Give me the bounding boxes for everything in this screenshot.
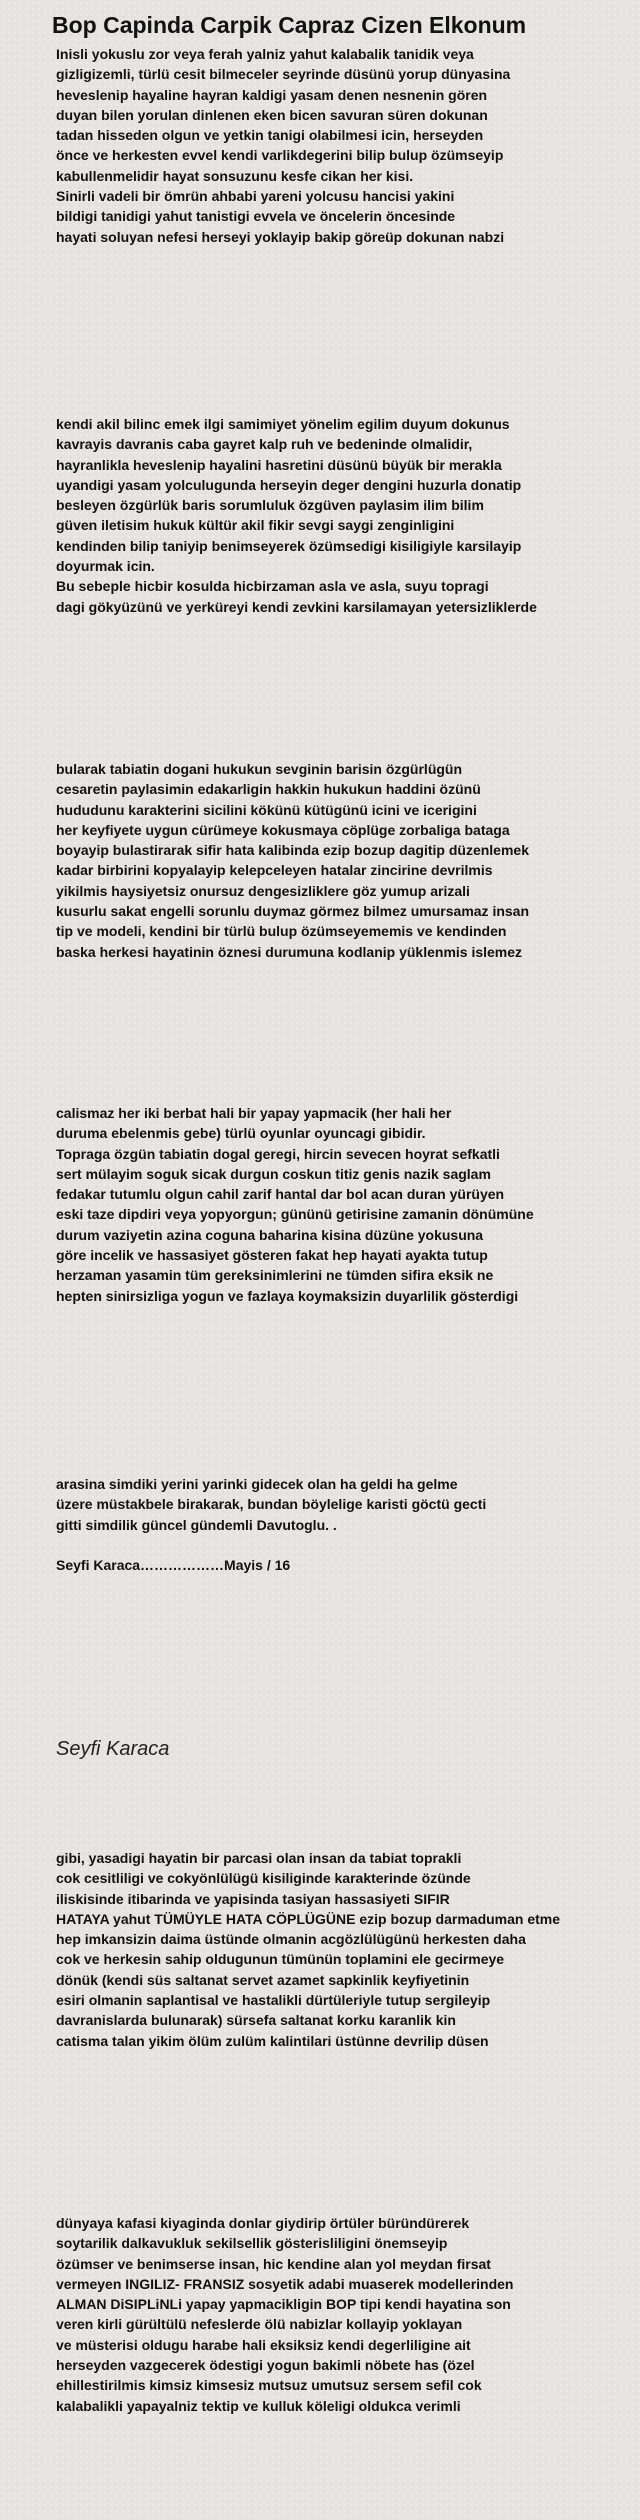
text-line: vermeyen INGILIZ- FRANSIZ sosyetik adabi muaserek modellerinden [56,2275,514,2292]
text-line: veren kirli gürültülü nefeslerde ölü nabizlar kollayip yoklayan [56,2316,463,2333]
text-line: herzaman yasamin tüm gereksinimlerini ne tümden sifira eksik ne [56,1267,494,1284]
text-line: kusurlu sakat engelli sorunlu duymaz görmez bilmez umursamaz insan [56,903,530,920]
paragraph-4 [56,1103,640,1306]
article-title: Bop Capinda Carpik Capraz Cizen Elkonum [52,12,527,38]
text-line: özümser ve benimserse insan, hic kendine alan yol meydan firsat [56,2255,491,2272]
text-line: gibi, yasadigi hayatin bir parcasi olan insan da tabiat toprakli [56,1850,462,1866]
text-line: yikilmis haysiyetsiz onursuz dengesizliklere göz yumup arizali [56,882,470,899]
text-line: cesaretin paylasimin edakarligin hakkin hukukun haddini özünü [56,781,481,798]
text-line: cok ve herkesin sahip oldugunun tümünün toplamini ele gecirmeye [56,1951,505,1968]
text-line: heveslenip hayaline hayran kaldigi yasam denen nesnenin gören [56,86,488,103]
text-line: dagi gökyüzünü ve yerküreyi kendi zevkini karsilamayan yetersizliklerde [56,598,537,615]
text-line: soytarilik dalkavukluk sekilsellik gösterisliligini önemseyip [56,2235,448,2252]
text-line: kadar birbirini kopyalayip kelepceleyen hatalar zincirine devrilmis [56,862,493,879]
text-line: Sinirli vadeli bir ömrün ahbabi yareni yolcusu hancisi yakini [56,188,455,205]
text-line: kendi akil bilinc emek ilgi samimiyet yönelim egilim duyum dokunus [56,416,510,432]
paragraph-3 [56,759,640,962]
text-line: bildigi tanidigi yahut tanistigi evvela ve öncelerin öncesinde [56,208,456,225]
text-line: hududunu karakterini sicilini kökünü kütügünü icini ve icerigini [56,801,477,818]
text-line: HATAYA yahut TÜMÜYLE HATA CÖPLÜGÜNE ezip bozup darmaduman etme [56,1910,561,1927]
text-line: herseyden vazgecerek ödestigi yogun bakimli nöbete has (özel [56,2357,475,2374]
text-line: gizligizemli, türlü cesit bilmeceler seyrinde düsünü yorup dünyasina [56,66,511,83]
paragraph-5 [56,1474,640,1575]
text-line: kendinden bilip taniyip benimseyerek özümsedigi kisiligiyle karsilayip [56,537,522,554]
text-line: bularak tabiatin dogani hukukun sevginin barisin özgürlügün [56,761,463,777]
text-line: eski taze dipdiri veya yopyorgun; gününü getirisine zamanin dönümüne [56,1206,534,1223]
text-line: besleyen özgürlük baris sorumluluk özgüven paylasim ilim bilim [56,497,484,514]
author-date-line: Seyfi Karaca………………Mayis / 16 [56,1557,291,1574]
text-line: kavrayis davranis caba gayret kalp ruh ve bedeninde olmalidir, [56,436,473,453]
paragraph-7 [56,2213,640,2416]
text-line: ehillestirilmis kimsiz kimsesiz mutsuz umutsuz sersem sefil cok [56,2377,482,2394]
text-line: hep imkansizin daima üstünde olmanin acgözlülügünü herkesten daha [56,1931,526,1948]
text-line: catisma talan yikim ölüm zulüm kalintilari üstünne devrilip düsen [56,2032,489,2049]
text-line: calismaz her iki berbat hali bir yapay yapmacik (her hali her [56,1105,452,1121]
text-line: durum vaziyetin azina coguna baharina kisina düzüne yokusuna [56,1226,484,1243]
text-line: tip ve modeli, kendini bir türlü bulup özümseyememis ve kendinden [56,923,507,940]
text-line: davranislarda bulunarak) sürsefa saltanat korku karanlik kin [56,2012,456,2029]
text-line: boyayip bulastirarak sifir hata kalibinda ezip bozup dagitip düzenlemek [56,842,529,859]
text-line [56,1535,640,1555]
text-line: üzere müstakbele birakarak, bundan böylelige karisti göctü gecti [56,1496,487,1513]
text-line: uyandigi yasam yolculugunda herseyin deger dengini huzurla donatip [56,476,522,493]
text-line: önce ve herkesten evvel kendi varlikdegerini bilip bulup özümseyip [56,147,504,164]
text-line: göre incelik ve hassasiyet gösteren fakat hep hayati ayakta tutup [56,1247,488,1264]
text-line: Topraga özgün tabiatin dogal geregi, hircin sevecen hoyrat sefkatli [56,1145,500,1162]
text-line: dönük (kendi süs saltanat servet azamet sapkinlik keyfiyetinin [56,1971,470,1988]
text-line: sert mülayim soguk sicak durgun coskun titiz genis nazik saglam [56,1165,491,1182]
text-line: duruma ebelenmis gebe) türlü oyunlar oyuncagi gibidir. [56,1125,426,1142]
text-line: hayati soluyan nefesi herseyi yoklayip bakip göreüp dokunan nabzi [56,228,505,245]
text-line: her keyfiyete uygun cürümeye kokusmaya cöplüge zorbaliga bataga [56,821,510,838]
text-line: Inisli yokuslu zor veya ferah yalniz yahut kalabalik tanidik veya [56,46,474,62]
text-line: esiri olmanin saplantisal ve hastalikli dürtüleriyle tutup sergileyip [56,1992,491,2009]
paragraph-6 [56,1848,640,2051]
text-line: iliskisinde itibarinda ve yapisinda tasiyan hassasiyeti SIFIR [56,1890,450,1907]
paragraph-1 [56,44,640,247]
text-line: duyan bilen yorulan dinlenen eken bicen savuran süren dokunan [56,106,488,123]
text-line: kabullenmelidir hayat sonsuzunu kesfe cikan her kisi. [56,167,414,184]
text-line: güven iletisim hukuk kültür akil fikir sevgi saygi zenginligini [56,517,455,534]
text-line: cok cesitliligi ve cokyönlülügü kisiliginde karakterinde özünde [56,1870,471,1887]
text-line: kalabalikli yapayalniz tektip ve kulluk köleligi oldukca verimli [56,2397,461,2414]
text-line: arasina simdiki yerini yarinki gidecek olan ha geldi ha gelme [56,1476,458,1492]
text-line: ALMAN DiSIPLiNLi yapay yapmacikligin BOP tipi kendi hayatina son [56,2296,511,2313]
text-line: dünyaya kafasi kiyaginda donlar giydirip örtüler büründürerek [56,2215,470,2231]
text-line: fedakar tutumlu olgun cahil zarif hantal dar bol acan duran yürüyen [56,1186,505,1203]
text-line: doyurmak icin. [56,558,155,575]
author-signature: Seyfi Karaca [56,1738,170,1760]
text-line: Bu sebeple hicbir kosulda hicbirzaman asla ve asla, suyu topragi [56,578,489,595]
text-line: ve müsterisi oldugu harabe hali eksiksiz kendi degerliligine ait [56,2336,471,2353]
text-line: hepten sinirsizliga yogun ve fazlaya koymaksizin duyarlilik gösterdigi [56,1287,519,1304]
text-line: gitti simdilik güncel gündemli Davutoglu. . [56,1516,337,1533]
text-line: tadan hisseden olgun ve yetkin tanigi olabilmesi icin, herseyden [56,127,484,144]
paragraph-2 [56,414,640,617]
text-line: hayranlikla heveslenip hayalini hasretini düsünü büyük bir merakla [56,456,502,473]
text-line: baska herkesi hayatinin öznesi durumuna kodlanip yüklenmis islemez [56,943,523,960]
